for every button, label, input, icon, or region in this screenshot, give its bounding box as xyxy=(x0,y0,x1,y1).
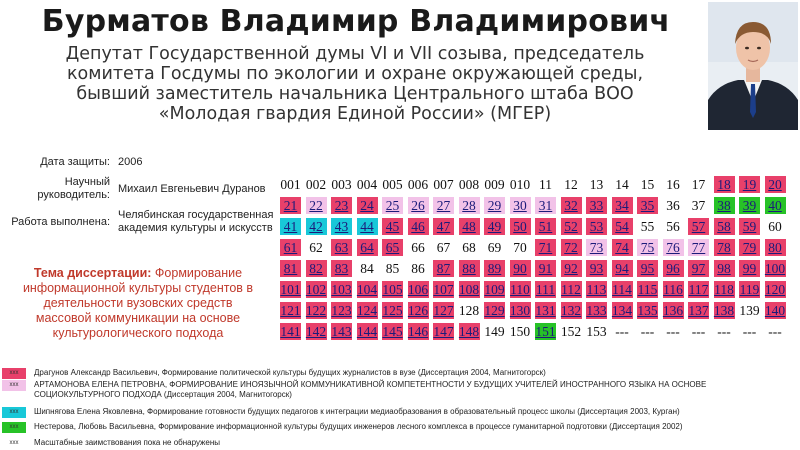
page-cell[interactable]: 126 xyxy=(407,303,429,318)
page-cell[interactable]: 72 xyxy=(561,239,582,256)
page-cell[interactable]: 31 xyxy=(535,197,556,214)
page-cell[interactable]: 19 xyxy=(739,176,760,193)
page-cell[interactable]: 93 xyxy=(586,260,607,277)
page-cell[interactable]: 81 xyxy=(280,260,301,277)
page-cell: 85 xyxy=(385,261,400,276)
page-cell: 68 xyxy=(462,240,476,255)
legend-text: АРТАМОНОВА ЕЛЕНА ПЕТРОВНА, ФОРМИРОВАНИЕ ИНОЯЗЫЧНОЙ КОММУНИКАТИВНОЙ КОМПЕТЕНТНОСТИ У БУДУЩИХ УЧИТЕЛЕЙ ИНОСТРАННОГО ЯЗЫКА НА ОСНОВЕ СОЦИОКУЛЬТУРНОГО ПОДХОДА (Диссертация 2004, Магнитогорск) xyxy=(34,380,707,399)
legend-text: Шипнягова Елена Яковлевна, Формирование готовности будущих педагогов к интеграции медиаобразования в образовательный процесс школы (Диссертация 2003, Курган) xyxy=(34,407,680,416)
page-cell[interactable]: 53 xyxy=(586,218,607,235)
page-cell[interactable]: 47 xyxy=(433,218,454,235)
page-cell: 008 xyxy=(458,177,480,192)
page-cell: --- xyxy=(768,324,782,339)
subtitle-line: «Молодая гвардия Единой России» (МГЕР) xyxy=(158,104,552,124)
page-cell[interactable]: 58 xyxy=(714,218,735,235)
page-cell[interactable]: 88 xyxy=(459,260,480,277)
page-cell: 69 xyxy=(487,240,502,255)
page-cell[interactable]: 79 xyxy=(739,239,760,256)
advisor-label-line: Научный xyxy=(64,176,110,188)
page-cell: 149 xyxy=(484,324,505,339)
page-cell[interactable]: 118 xyxy=(714,282,734,297)
work-place-line: академия культуры и искусств xyxy=(118,222,273,234)
page-cell[interactable]: 123 xyxy=(331,303,352,318)
page-cell: 010 xyxy=(509,177,531,192)
legend-text: Масштабные заимствования пока не обнаружены xyxy=(34,438,221,447)
page-cell[interactable]: 44 xyxy=(357,218,378,235)
page-cell[interactable]: 148 xyxy=(458,324,480,339)
page-cell[interactable]: 133 xyxy=(586,303,607,318)
page-cell: 86 xyxy=(411,261,425,276)
legend-swatch: xxx xyxy=(2,438,26,449)
page-cell: 55 xyxy=(640,219,655,234)
page-cell[interactable]: 29 xyxy=(484,197,505,214)
page-cell: 009 xyxy=(484,177,505,192)
page-cell[interactable]: 120 xyxy=(764,282,786,297)
page-cell: 004 xyxy=(356,177,378,192)
page-cell[interactable]: 30 xyxy=(510,197,531,214)
advisor-label-line: руководитель: xyxy=(37,189,110,201)
page-cell: 007 xyxy=(433,177,454,192)
page-cell[interactable]: 52 xyxy=(561,218,582,235)
page-cell[interactable]: 151 xyxy=(535,324,556,339)
page-cell: --- xyxy=(717,324,731,339)
work-place-line: Челябинская государственная xyxy=(118,209,274,221)
page-cell[interactable]: 34 xyxy=(612,197,633,214)
page-cell[interactable]: 127 xyxy=(433,303,454,318)
page-cell[interactable]: 143 xyxy=(331,324,352,339)
page-cell: 84 xyxy=(360,261,374,276)
page-cell: --- xyxy=(742,324,757,339)
page-cell: 14 xyxy=(615,177,629,192)
page-cell[interactable]: 130 xyxy=(509,303,531,318)
page-cell: 005 xyxy=(382,177,403,192)
page-cell[interactable]: 65 xyxy=(382,239,403,256)
subtitle-line: бывший заместитель начальника Центрального штаба ВОО xyxy=(76,84,634,104)
page-cell[interactable]: 132 xyxy=(560,303,582,318)
page-cell[interactable]: 82 xyxy=(306,260,327,277)
page-cell: 150 xyxy=(509,324,531,339)
page-cell[interactable]: 18 xyxy=(714,176,735,193)
subtitle-line: Депутат Государственной думы VI и VII созыва, председатель xyxy=(65,44,645,64)
person-name: Бурматов Владимир Владимирович xyxy=(41,4,671,39)
page-cell[interactable]: 135 xyxy=(637,303,658,318)
page-cell[interactable]: 122 xyxy=(305,303,327,318)
page-cell[interactable]: 108 xyxy=(458,282,480,297)
page-cell[interactable]: 97 xyxy=(688,260,709,277)
page-cell[interactable]: 24 xyxy=(357,197,378,214)
page-cell[interactable]: 41 xyxy=(280,218,301,235)
page-cell[interactable]: 74 xyxy=(612,239,633,256)
page-cell[interactable]: 22 xyxy=(306,197,327,214)
legend-swatch: xxx xyxy=(2,422,26,433)
page-cell[interactable]: 46 xyxy=(408,218,429,235)
legend-swatch: xxx xyxy=(2,380,26,391)
page-cell[interactable]: 50 xyxy=(510,218,531,235)
page-cell: 12 xyxy=(564,177,578,192)
page-cell: 003 xyxy=(331,177,352,192)
page-cell[interactable]: 134 xyxy=(611,303,633,318)
page-cell[interactable]: 104 xyxy=(356,282,378,297)
page-cell[interactable]: 48 xyxy=(459,218,480,235)
dissertation-theme xyxy=(18,266,258,341)
page-cell[interactable]: 83 xyxy=(331,260,352,277)
subtitle-line: комитета Госдумы по экологии и охране окружающей среды, xyxy=(66,64,644,84)
page-cell[interactable]: 110 xyxy=(510,282,530,297)
page-cell[interactable]: 101 xyxy=(280,282,301,297)
page-cell: 56 xyxy=(666,219,680,234)
page-cell[interactable]: 45 xyxy=(382,218,403,235)
page-cell: 60 xyxy=(768,219,782,234)
page-cell[interactable]: 141 xyxy=(280,324,301,339)
page-cell[interactable]: 109 xyxy=(484,282,505,297)
page-cell: 15 xyxy=(640,177,655,192)
page-cell[interactable]: 142 xyxy=(305,324,327,339)
page-cell: 70 xyxy=(513,240,527,255)
page-cell[interactable]: 61 xyxy=(280,239,301,256)
page-cell[interactable]: 21 xyxy=(280,197,301,214)
page-cell: 11 xyxy=(539,177,552,192)
page-cell[interactable]: 96 xyxy=(663,260,684,277)
page-cell[interactable]: 63 xyxy=(331,239,352,256)
page-cell[interactable]: 107 xyxy=(433,282,454,297)
page-cell[interactable]: 20 xyxy=(765,176,786,193)
page-cell[interactable]: 129 xyxy=(484,303,505,318)
page-cell[interactable]: 77 xyxy=(688,239,709,256)
legend-swatch: xxx xyxy=(2,407,26,418)
advisor-value: Михаил Евгеньевич Дуранов xyxy=(118,183,266,195)
page-cell[interactable]: 115 xyxy=(637,282,658,297)
legend-swatch: xxx xyxy=(2,368,26,379)
page-cell[interactable]: 111 xyxy=(535,282,556,297)
page-cell[interactable]: 125 xyxy=(382,303,403,318)
page-cell: 36 xyxy=(666,198,680,213)
page-cell: 128 xyxy=(458,303,480,318)
page-cell: 13 xyxy=(589,177,604,192)
page-cell[interactable]: 80 xyxy=(765,239,786,256)
page-cell[interactable]: 121 xyxy=(280,303,301,318)
page-cell[interactable]: 25 xyxy=(382,197,403,214)
work-place-value xyxy=(118,209,273,235)
portrait-photo xyxy=(708,2,798,130)
page-cell[interactable]: 23 xyxy=(331,197,352,214)
page-cell[interactable]: 146 xyxy=(407,324,429,339)
page-cell[interactable]: 59 xyxy=(739,218,760,235)
page-cell[interactable]: 89 xyxy=(484,260,505,277)
page-cell[interactable]: 54 xyxy=(612,218,633,235)
page-cell[interactable]: 42 xyxy=(306,218,327,235)
page-cell: --- xyxy=(615,324,629,339)
page-cell[interactable]: 144 xyxy=(356,324,378,339)
page-cell[interactable]: 57 xyxy=(688,218,709,235)
page-cell[interactable]: 136 xyxy=(662,303,684,318)
work-place-label: Работа выполнена: xyxy=(11,216,110,228)
page-cell[interactable]: 92 xyxy=(561,260,582,277)
page-cell: 001 xyxy=(280,177,301,192)
page-cell[interactable]: 51 xyxy=(535,218,556,235)
page-cell: 153 xyxy=(586,324,607,339)
page-cell: --- xyxy=(691,324,706,339)
page-cell[interactable]: 43 xyxy=(331,218,352,235)
advisor-label xyxy=(10,176,110,202)
page-cell: 17 xyxy=(691,177,706,192)
page-cell[interactable]: 76 xyxy=(663,239,684,256)
person-description xyxy=(10,44,700,124)
legend-text: Нестерова, Любовь Васильевна, Формирование информационной культуры будущих инженеров лесного комплекса в процессе гуманитарной подготовки (Диссертация 2002) xyxy=(34,422,683,431)
page-cell[interactable]: 75 xyxy=(637,239,658,256)
page-cell[interactable]: 33 xyxy=(586,197,607,214)
page-cell[interactable]: 119 xyxy=(739,282,760,297)
page-cell[interactable]: 28 xyxy=(459,197,480,214)
page-cell[interactable]: 140 xyxy=(764,303,786,318)
page-cell[interactable]: 131 xyxy=(535,303,556,318)
page-cell[interactable]: 73 xyxy=(586,239,607,256)
page-cell: 67 xyxy=(436,240,451,255)
page-cell[interactable]: 71 xyxy=(535,239,556,256)
page-cell[interactable]: 106 xyxy=(407,282,429,297)
page-cell: 16 xyxy=(666,177,680,192)
page-cell: 37 xyxy=(691,198,706,213)
page-cell[interactable]: 35 xyxy=(637,197,658,214)
page-cell[interactable]: 102 xyxy=(305,282,327,297)
page-cell[interactable]: 105 xyxy=(382,282,403,297)
page-cell[interactable]: 103 xyxy=(331,282,352,297)
page-cell[interactable]: 98 xyxy=(714,260,735,277)
page-cell[interactable]: 64 xyxy=(357,239,378,256)
page-cell[interactable]: 39 xyxy=(739,197,760,214)
page-cell[interactable]: 113 xyxy=(586,282,607,297)
page-cell: 139 xyxy=(739,303,760,318)
page-cell[interactable]: 138 xyxy=(713,303,735,318)
defense-date-value: 2006 xyxy=(118,156,143,168)
page-cell[interactable]: 114 xyxy=(612,282,632,297)
page-cell[interactable]: 99 xyxy=(739,260,760,277)
page-cell[interactable]: 117 xyxy=(688,282,709,297)
page-cell[interactable]: 124 xyxy=(356,303,378,318)
defense-date-label: Дата защиты: xyxy=(40,156,110,168)
page-cell[interactable]: 27 xyxy=(433,197,454,214)
legend-text: Драгунов Александр Васильевич, Формирование политической культуры будущих журналистов в вузе (Диссертация 2004, Магнитогорск) xyxy=(34,368,546,377)
page-cell[interactable]: 95 xyxy=(637,260,658,277)
page-cell[interactable]: 116 xyxy=(663,282,683,297)
theme-text: Формирование информационной культуры студентов в деятельности вузовских средств массовой коммуникации на основе культурологического подхода xyxy=(22,266,254,340)
page-cell[interactable]: 38 xyxy=(714,197,735,214)
page-cell: 006 xyxy=(407,177,429,192)
page-cell[interactable]: 90 xyxy=(510,260,531,277)
page-cell[interactable]: 49 xyxy=(484,218,505,235)
page-cell: 66 xyxy=(411,240,425,255)
page-cell[interactable]: 112 xyxy=(561,282,581,297)
page-cell: --- xyxy=(666,324,680,339)
page-cell[interactable]: 26 xyxy=(408,197,429,214)
page-cell[interactable]: 78 xyxy=(714,239,735,256)
page-cell[interactable]: 100 xyxy=(764,261,786,276)
page-cell[interactable]: 32 xyxy=(561,197,582,214)
page-cell[interactable]: 147 xyxy=(433,324,454,339)
page-cell[interactable]: 87 xyxy=(433,260,454,277)
page-cell[interactable]: 94 xyxy=(612,260,633,277)
page-cell: 62 xyxy=(309,240,323,255)
page-cell: --- xyxy=(640,324,655,339)
page-cell: 152 xyxy=(560,324,582,339)
page-cell[interactable]: 145 xyxy=(382,324,403,339)
page-cell[interactable]: 137 xyxy=(688,303,709,318)
page-cell[interactable]: 91 xyxy=(535,260,556,277)
page-cell[interactable]: 40 xyxy=(765,197,786,214)
theme-prefix: Тема диссертации: xyxy=(33,266,152,280)
page-cell: 002 xyxy=(305,177,327,192)
